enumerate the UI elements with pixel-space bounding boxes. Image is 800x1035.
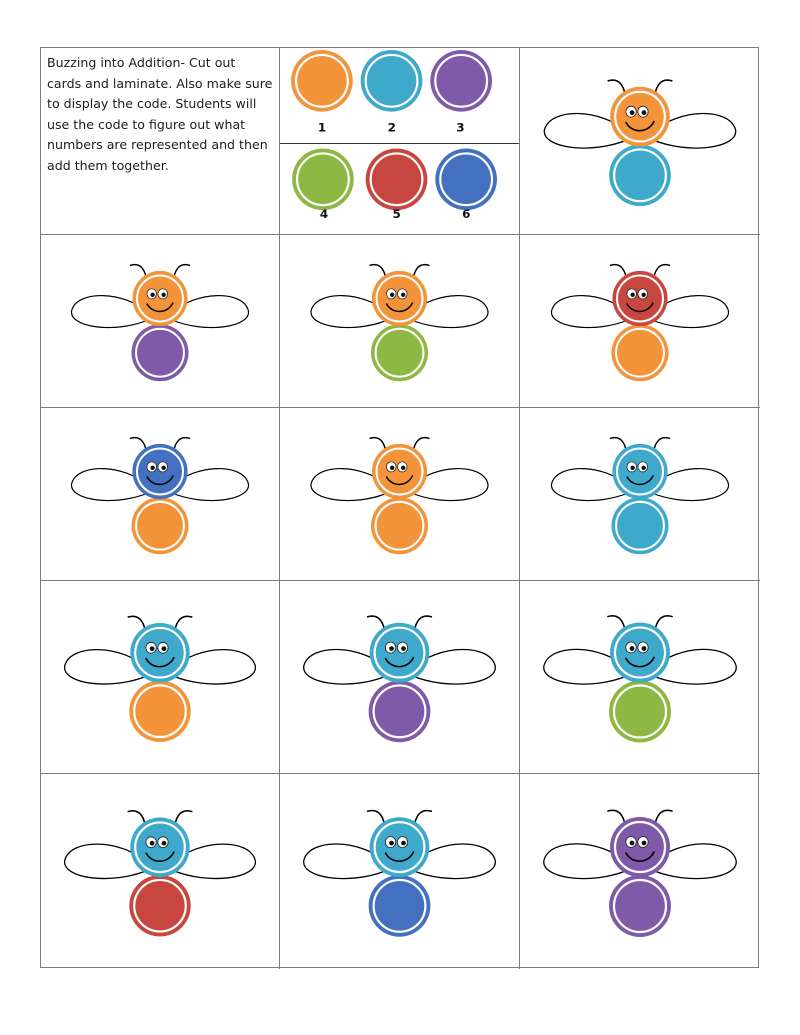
code-dot-2 (361, 50, 423, 112)
bee-head (610, 817, 670, 877)
code-dot-6 (435, 148, 497, 210)
bee-card (41, 235, 280, 408)
bee-illustration (280, 581, 519, 773)
bee-body (131, 497, 188, 554)
bee-head (372, 444, 427, 499)
bee-card (520, 581, 760, 774)
bee-illustration (41, 581, 279, 773)
bee-head (130, 817, 190, 877)
bee-body (129, 875, 190, 936)
code-dot-1 (291, 50, 353, 112)
bee-head (610, 87, 670, 147)
color-code-key (280, 48, 519, 234)
bee-card (520, 235, 760, 408)
bee-body (371, 497, 428, 554)
bee-body (369, 680, 431, 742)
card-sheet (40, 47, 759, 968)
bee-illustration (41, 774, 279, 969)
bee-illustration (41, 408, 279, 580)
bee-card (280, 774, 520, 969)
code-dot-4 (292, 148, 354, 210)
bee-body (609, 144, 671, 206)
bee-card (41, 581, 280, 774)
code-number-4: 4 (319, 207, 329, 222)
bee-illustration (520, 774, 760, 969)
bee-head (612, 271, 667, 326)
bee-head (130, 623, 190, 683)
bee-card (520, 408, 760, 581)
bee-body (129, 680, 190, 741)
code-number-3: 3 (456, 120, 465, 135)
code-number-2: 2 (387, 120, 396, 135)
bee-head (612, 444, 667, 499)
code-number-5: 5 (392, 207, 401, 222)
bee-illustration (280, 774, 519, 969)
bee-head (132, 444, 187, 499)
bee-body (131, 324, 188, 381)
bee-body (369, 875, 431, 937)
code-dot-3 (430, 50, 492, 112)
bee-card (280, 408, 520, 581)
instructions-card (41, 48, 280, 235)
color-code-card (280, 48, 520, 235)
bee-card (41, 408, 280, 581)
instructions-text: Buzzing into Addition- Cut out cards and laminate. Also make sure to display the code. Students will use the code to figure out what numbers are represented and then add them together. (47, 55, 273, 173)
bee-head (370, 817, 430, 877)
bee-illustration (520, 48, 760, 234)
bee-head (132, 271, 187, 326)
bee-illustration (41, 235, 279, 407)
bee-body (611, 324, 668, 381)
bee-body (609, 875, 671, 937)
bee-card (41, 774, 280, 969)
bee-illustration (520, 581, 760, 773)
bee-head (372, 271, 427, 326)
bee-illustration (280, 235, 519, 407)
bee-head (610, 623, 670, 683)
bee-card (520, 48, 760, 235)
code-dot-5 (366, 148, 428, 210)
bee-illustration (280, 408, 519, 580)
bee-illustration (520, 235, 760, 407)
bee-body (371, 324, 428, 381)
bee-card (280, 235, 520, 408)
code-number-1: 1 (317, 120, 327, 135)
bee-illustration (520, 408, 760, 580)
bee-card (520, 774, 760, 969)
bee-body (609, 681, 671, 743)
code-number-6: 6 (462, 207, 471, 222)
bee-card (280, 581, 520, 774)
bee-head (370, 623, 430, 683)
bee-body (611, 497, 668, 554)
